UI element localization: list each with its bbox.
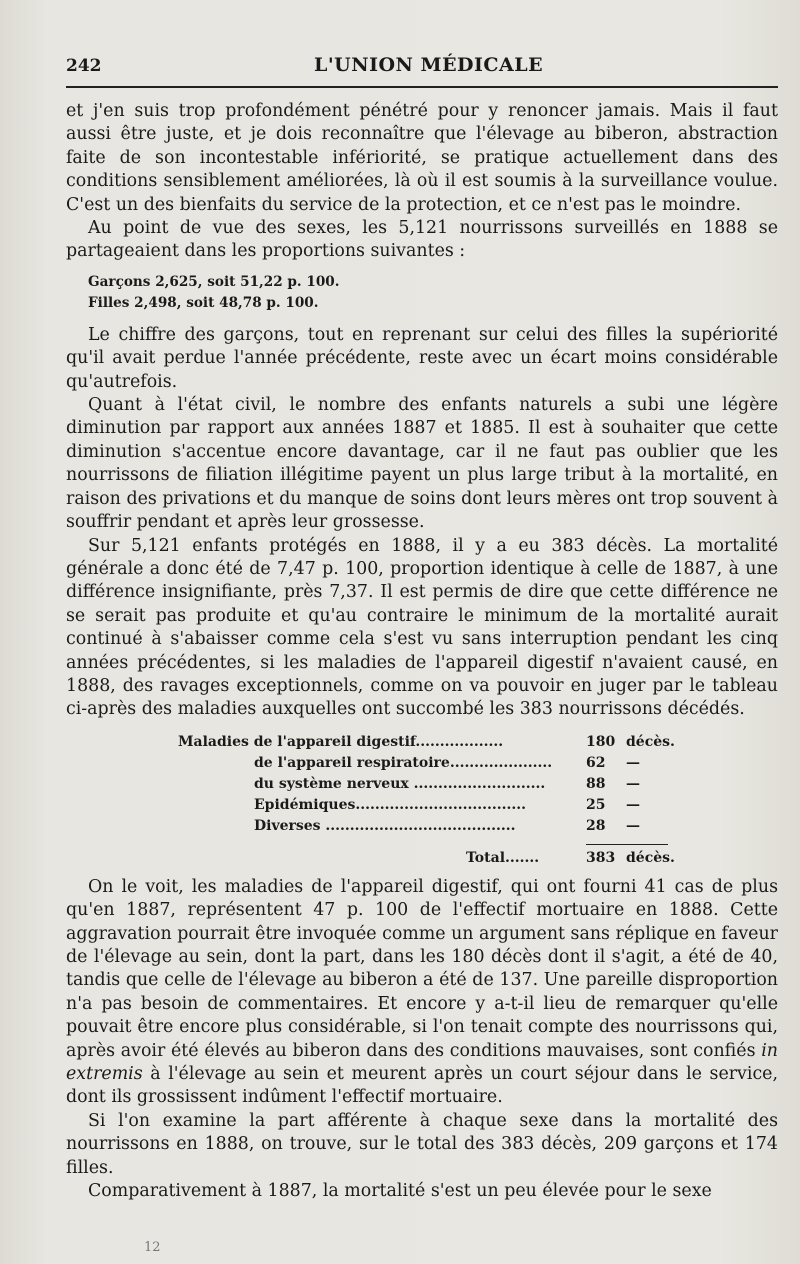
table-row (66, 816, 778, 837)
table-row-value: 62 (586, 754, 606, 771)
table-row-label: de l'appareil respiratoire..................... (254, 754, 553, 771)
table-row (66, 795, 778, 816)
table-row (66, 732, 778, 753)
page-header (66, 54, 778, 80)
paragraph-8: Comparativement à 1887, la mortalité s'est un peu élevée pour le sexe (88, 1181, 712, 1202)
table-row-unit: — (626, 775, 640, 792)
table-row-label: du système nerveux ........................... (254, 775, 546, 792)
table-row-unit: — (626, 796, 640, 813)
header-rule (66, 86, 778, 88)
table-row-label: Epidémiques................................... (254, 796, 526, 813)
table-total-rule (586, 844, 668, 845)
paragraph-4: Quant à l'état civil, le nombre des enfants naturels a subi une légère diminution par rapport aux années 1887 et 1885. Il est à souhaiter que cette diminution s'accentue encore davantage, car il ne faut pas oublier que les nourrissons de filiation illégitime payent un plus large tribut à la mortalité, en raison des privations et du manque de soins dont leurs mères ont trop souvent à souffrir pendant et après leur grossesse. (66, 395, 778, 533)
table-row-unit: décès. (626, 733, 675, 750)
table-total-row (66, 848, 778, 869)
table-row-value: 88 (586, 775, 606, 792)
paragraph-6-part-a: On le voit, les maladies de l'appareil digestif, qui ont fourni 41 cas de plus qu'en 1887, représentent 47 p. 100 de l'effectif mortuaire en 1888. Cette aggravation pourrait être invoquée comme un argument sans réplique en faveur de l'élevage au sein, dont la part, dans les 180 décès dont il s'agit, a été de 40, tandis que celle de l'élevage au biberon a été de 137. Une pareille disproportion n'a pas besoin de commentaires. Et encore y a-t-il lieu de remarquer qu'elle pouvait être encore plus considérable, si l'on tenait compte des nourrissons qui, après avoir été élevés au biberon dans des conditions mauvaises, sont confiés (66, 876, 778, 1061)
stat-girls: Filles 2,498, soit 48,78 p. 100. (88, 294, 319, 311)
paragraph-6-italic: in extremis (66, 1040, 778, 1084)
paragraph-6 (66, 876, 778, 1110)
stat-boys: Garçons 2,625, soit 51,22 p. 100. (88, 273, 340, 290)
table-row-value: 28 (586, 817, 606, 834)
paragraph-1: et j'en suis trop profondément pénétré pour y renoncer jamais. Mais il faut aussi être juste, et je dois reconnaître que l'élevage au biberon, abstraction faite de son incontestable infériorité, se pratique actuellement dans des conditions sensiblement améliorées, là où il est soumis à la surveillance voulue. C'est un des bienfaits du service de la protection, et ce n'est pas le moindre. (66, 101, 778, 215)
paragraph-3: Le chiffre des garçons, tout en reprenant sur celui des filles la supériorité qu'il avait perdue l'année précédente, reste avec un écart moins considérable qu'autrefois. (66, 324, 778, 392)
sex-statistics (88, 272, 778, 314)
table-row-label: Maladies de l'appareil digestif.................. (178, 733, 504, 750)
footer-signature: 12 (144, 1240, 161, 1255)
table-row-value: 25 (586, 796, 606, 813)
paragraph-2: Au point de vue des sexes, les 5,121 nourrissons surveillés en 1888 se partageaient dans les proportions suivantes : (66, 218, 778, 262)
table-row-label: Diverses ....................................... (254, 817, 516, 834)
table-total-value: 383 (586, 849, 616, 866)
mortality-table (66, 728, 778, 870)
paragraph-5: Sur 5,121 enfants protégés en 1888, il y a eu 383 décès. La mortalité générale a donc été de 7,47 p. 100, proportion identique à celle de 1887, à une différence insignifiante, près 7,37. Il est permis de dire que cette différence ne se serait pas produite et qu'au contraire le minimum de la mortalité aurait continué à s'abaisser comme cela s'est vu sans interruption pendant les cinq années précédentes, si les maladies de l'appareil digestif n'avaient causé, en 1888, des ravages exceptionnels, comme on va pouvoir en juger par le tableau ci-après des maladies auxquelles ont succombé les 383 nourrissons décédés. (66, 535, 778, 720)
table-row (66, 753, 778, 774)
table-total-unit: décès. (626, 849, 675, 866)
table-total-label: Total....... (466, 849, 540, 866)
table-row-unit: — (626, 817, 640, 834)
body-text (66, 100, 778, 1203)
paragraph-7: Si l'on examine la part afférente à chaque sexe dans la mortalité des nourrissons en 1888, on trouve, sur le total des 383 décès, 209 garçons et 174 filles. (66, 1110, 778, 1178)
table-row-value: 180 (586, 733, 616, 750)
table-row-unit: — (626, 754, 640, 771)
paragraph-6-part-b: à l'élevage au sein et meurent après un court séjour dans le service, dont ils grossissent indûment l'effectif mortuaire. (66, 1064, 779, 1108)
page-number: 242 (66, 56, 102, 76)
table-row (66, 774, 778, 795)
running-title: L'UNION MÉDICALE (314, 54, 544, 76)
